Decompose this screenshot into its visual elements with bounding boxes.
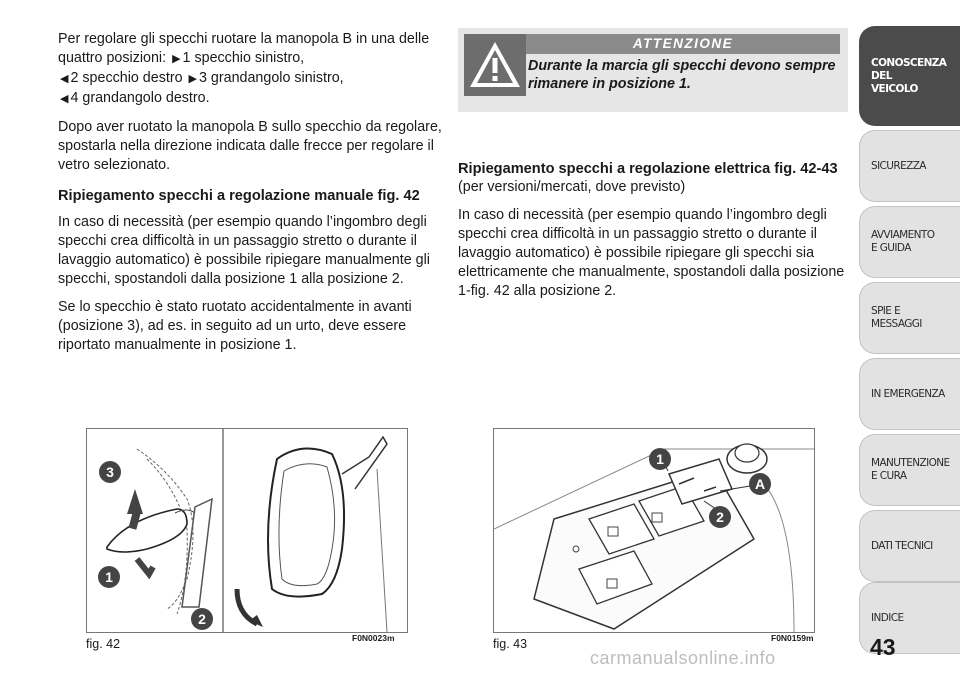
right-column	[458, 160, 848, 310]
marker-2	[191, 608, 213, 630]
adjust-paragraph: Dopo aver ruotato la manopola B sullo specchio da regolare, spostarla nella direzione indicata dalle frecce per regolare il vetro selezionato.	[58, 119, 442, 173]
warning-triangle-icon	[464, 34, 526, 96]
marker-3	[99, 461, 121, 483]
arrow-left-icon: ◀	[60, 93, 69, 105]
svg-text:1: 1	[105, 569, 113, 585]
warning-title: ATTENZIONE	[526, 34, 840, 54]
svg-text:A: A	[754, 476, 766, 492]
watermark: carmanualsonline.info	[590, 648, 776, 668]
tab-conoscenza-del-veicolo[interactable]: CONOSCENZA DEL VEICOLO	[859, 26, 960, 126]
marker-2	[709, 506, 731, 528]
warning-box	[458, 28, 848, 112]
arrow-right-icon: ▶	[188, 73, 197, 85]
tab-indice[interactable]: INDICE	[859, 582, 960, 654]
market-note: (per versioni/mercati, dove previsto)	[458, 179, 686, 195]
forward-rotation-paragraph: Se lo specchio è stato ruotato accidentalmente in avanti (posizione 3), ad es. in seguito ad un urto, deve essere riportato manualmente in posizione 1.	[58, 299, 412, 353]
tab-manutenzione-e-cura[interactable]: MANUTENZIONE E CURA	[859, 434, 960, 506]
tab-spie-e-messaggi[interactable]: SPIE E MESSAGGI	[859, 282, 960, 354]
text-span: 3 grandangolo sinistro,	[198, 70, 344, 86]
figure-42-code: F0N0023m	[352, 633, 395, 643]
text-span: 1 specchio sinistro,	[182, 50, 305, 66]
svg-text:2: 2	[716, 509, 724, 525]
figure-43-door-controls	[493, 428, 815, 633]
text-span: 2 specchio destro	[70, 70, 183, 86]
figure-43-code: F0N0159m	[771, 633, 814, 643]
svg-text:2: 2	[198, 611, 206, 627]
arrow-left-icon: ◀	[60, 73, 69, 85]
figure-42-caption: fig. 42	[86, 637, 121, 651]
tab-dati-tecnici[interactable]: DATI TECNICI	[859, 510, 960, 582]
warning-text: Durante la marcia gli specchi devono sempre rimanere in posizione 1.	[528, 58, 836, 92]
figure-43-caption: fig. 43	[493, 637, 528, 651]
page-number: 43	[870, 634, 896, 660]
svg-text:3: 3	[106, 464, 114, 480]
left-column	[58, 30, 444, 364]
svg-text:1: 1	[656, 451, 664, 467]
tab-in-emergenza[interactable]: IN EMERGENZA	[859, 358, 960, 430]
manual-folding-heading: Ripiegamento specchi a regolazione manuale fig. 42	[58, 188, 420, 204]
electric-folding-heading: Ripiegamento specchi a regolazione elettrica fig. 42-43	[458, 161, 838, 177]
text-span: Per regolare gli specchi ruotare la manopola B in una delle quattro posizioni:	[58, 31, 430, 66]
tab-avviamento-e-guida[interactable]: AVVIAMENTO E GUIDA	[859, 206, 960, 278]
marker-1	[98, 566, 120, 588]
arrow-right-icon: ▶	[172, 53, 181, 65]
mirror-positions-paragraph	[58, 30, 444, 109]
electric-folding-paragraph: In caso di necessità (per esempio quando l’ingombro degli specchi crea difficoltà in un passaggio stretto o durante il lavaggio automatico) è possibile ripiegare gli specchi sia elettricamente che manualmente, spostandoli dalla posizione 1-fig. 42 alla posizione 2.	[458, 207, 845, 299]
text-span: 4 grandangolo destro.	[70, 90, 210, 106]
manual-folding-paragraph: In caso di necessità (per esempio quando l’ingombro degli specchi crea difficoltà in un passaggio stretto o durante il lavaggio automatico) è possibile ripiegare manualmente gli specchi, spostandoli dalla posizione 1 alla posizione 2.	[58, 214, 430, 287]
tab-sicurezza[interactable]: SICUREZZA	[859, 130, 960, 202]
marker-1	[649, 448, 671, 470]
marker-A	[749, 473, 771, 495]
figure-42-mirror-folding	[86, 428, 408, 633]
